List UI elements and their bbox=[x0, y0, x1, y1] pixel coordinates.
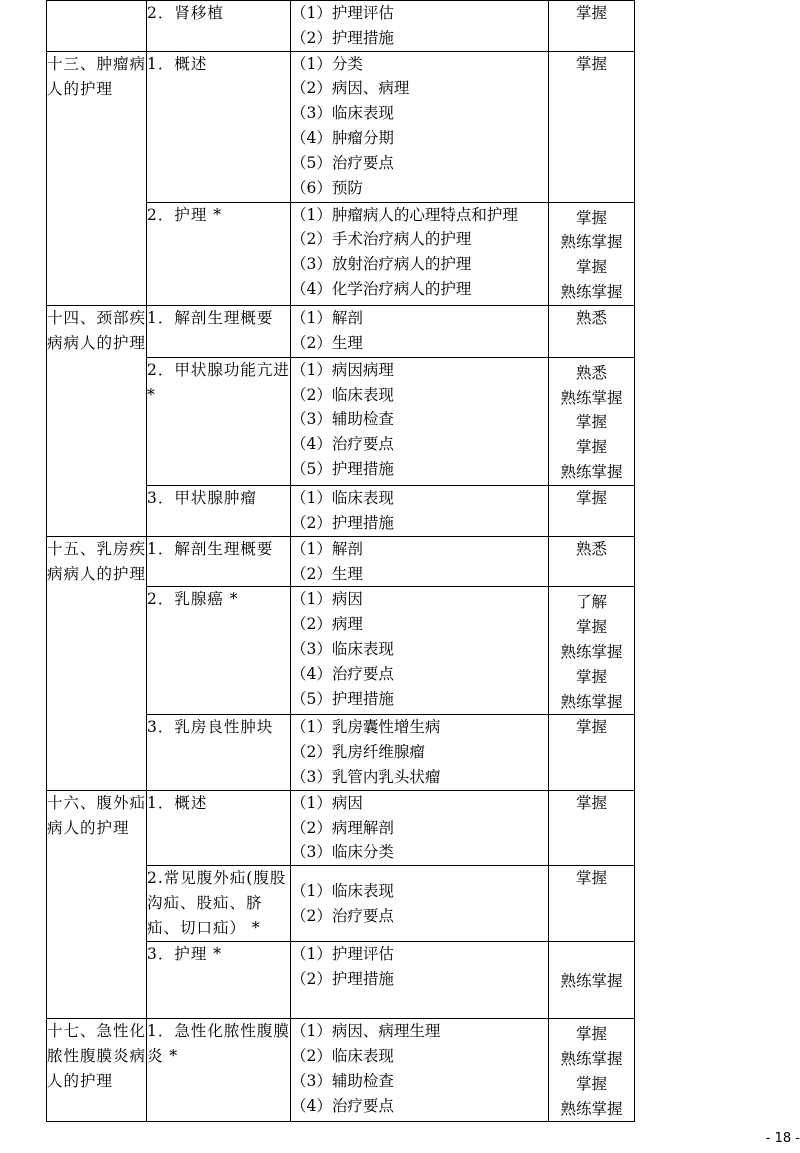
page-number: - 18 - bbox=[765, 1131, 800, 1146]
unit-cell: 十六、腹外疝病人的护理 bbox=[47, 790, 147, 1018]
list-item: （2）病理 bbox=[291, 615, 363, 634]
topic-cell: 2．护理 * bbox=[147, 202, 291, 305]
requirement-level: 掌握 bbox=[575, 1025, 607, 1044]
list-item: （1）临床表现 bbox=[291, 881, 394, 900]
list-item: （1）病因、病理生理 bbox=[291, 1022, 441, 1041]
table-row bbox=[47, 51, 635, 202]
requirement-level: 熟悉 bbox=[575, 363, 607, 382]
items-cell bbox=[291, 790, 549, 865]
list-item: （4）肿瘤分期 bbox=[291, 128, 394, 147]
list-item: （1）分类 bbox=[291, 54, 363, 73]
requirement-cell bbox=[549, 51, 635, 202]
list-item: （1）临床表现 bbox=[291, 488, 394, 507]
requirement-level: 掌握 bbox=[575, 208, 607, 227]
list-item: （2）护理措施 bbox=[291, 513, 394, 532]
topic-cell: 1．解剖生理概要 bbox=[147, 536, 291, 587]
items-cell bbox=[291, 202, 549, 305]
topic-cell: 1．概述 bbox=[147, 51, 291, 202]
unit-cell: 十五、乳房疾病病人的护理 bbox=[47, 536, 147, 790]
topic-cell: 2．乳腺癌 * bbox=[147, 587, 291, 715]
requirement-cell bbox=[549, 1, 635, 52]
list-item: （5）护理措施 bbox=[291, 689, 394, 708]
items-cell bbox=[291, 357, 549, 485]
requirement-level: 了解 bbox=[575, 593, 607, 612]
table-row bbox=[47, 790, 635, 865]
list-item: （3）临床表现 bbox=[291, 104, 394, 123]
topic-cell: 3．乳房良性肿块 bbox=[147, 715, 291, 790]
list-item: （2）护理措施 bbox=[291, 28, 394, 47]
list-item: （3）临床分类 bbox=[291, 843, 394, 862]
list-item: （2）临床表现 bbox=[291, 1046, 394, 1065]
syllabus-table bbox=[46, 0, 635, 1122]
requirement-level: 熟练掌握 bbox=[560, 462, 623, 481]
requirement-level: 熟练掌握 bbox=[560, 972, 623, 991]
unit-cell bbox=[47, 1, 147, 52]
list-item: （3）辅助检查 bbox=[291, 1071, 394, 1090]
topic-cell: 2．肾移植 bbox=[147, 1, 291, 52]
requirement-level: 掌握 bbox=[575, 4, 607, 22]
requirement-cell bbox=[549, 357, 635, 485]
requirement-level: 掌握 bbox=[575, 718, 607, 737]
requirement-cell bbox=[549, 587, 635, 715]
requirement-level: 掌握 bbox=[575, 413, 607, 432]
list-item: （4）治疗要点 bbox=[291, 435, 394, 454]
items-cell bbox=[291, 305, 549, 357]
requirement-level: 掌握 bbox=[575, 793, 607, 812]
unit-cell: 十三、肿瘤病人的护理 bbox=[47, 51, 147, 305]
requirement-level: 熟练掌握 bbox=[560, 388, 623, 407]
items-cell bbox=[291, 51, 549, 202]
list-item: （2）病理解剖 bbox=[291, 818, 394, 837]
requirement-level: 掌握 bbox=[575, 54, 607, 73]
list-item: （2）生理 bbox=[291, 564, 363, 583]
requirement-cell bbox=[549, 1019, 635, 1122]
table-row bbox=[47, 1, 635, 52]
items-cell bbox=[291, 942, 549, 1019]
list-item: （5）护理措施 bbox=[291, 459, 394, 478]
list-item: （2）临床表现 bbox=[291, 385, 394, 404]
list-item: （1）肿瘤病人的心理特点和护理 bbox=[291, 205, 518, 224]
list-item: （4）治疗要点 bbox=[291, 1096, 394, 1115]
requirement-level: 掌握 bbox=[575, 667, 607, 686]
list-item: （3）乳管内乳头状瘤 bbox=[291, 767, 441, 786]
topic-cell: 1．急性化脓性腹膜炎 * bbox=[147, 1019, 291, 1122]
list-item: （1）乳房囊性增生病 bbox=[291, 718, 441, 737]
list-item: （2）手术治疗病人的护理 bbox=[291, 230, 472, 249]
topic-cell: 2．甲状腺功能亢进 * bbox=[147, 357, 291, 485]
unit-cell: 十四、颈部疾病病人的护理 bbox=[47, 305, 147, 536]
topic-cell: 3．护理 * bbox=[147, 942, 291, 1019]
unit-cell: 十七、急性化脓性腹膜炎病人的护理 bbox=[47, 1019, 147, 1122]
requirement-level: 熟练掌握 bbox=[560, 1049, 623, 1068]
requirement-level: 熟练掌握 bbox=[560, 282, 623, 301]
items-cell bbox=[291, 715, 549, 790]
table-row bbox=[47, 305, 635, 357]
table-row bbox=[47, 536, 635, 587]
list-item: （2）护理措施 bbox=[291, 969, 394, 988]
topic-cell: 1．解剖生理概要 bbox=[147, 305, 291, 357]
requirement-cell bbox=[549, 485, 635, 536]
requirement-cell bbox=[549, 715, 635, 790]
list-item: （1）病因 bbox=[291, 590, 363, 609]
requirement-level: 熟练掌握 bbox=[560, 233, 623, 252]
list-item: （2）治疗要点 bbox=[291, 906, 394, 925]
requirement-level: 掌握 bbox=[575, 869, 607, 888]
items-cell bbox=[291, 587, 549, 715]
topic-cell: 1．概述 bbox=[147, 790, 291, 865]
list-item: （1）病因 bbox=[291, 793, 363, 812]
requirement-level: 掌握 bbox=[575, 258, 607, 277]
list-item: （3）放射治疗病人的护理 bbox=[291, 255, 472, 274]
requirement-cell bbox=[549, 536, 635, 587]
requirement-cell bbox=[549, 790, 635, 865]
requirement-cell bbox=[549, 942, 635, 1019]
list-item: （1）解剖 bbox=[291, 539, 363, 558]
requirement-level: 掌握 bbox=[575, 1074, 607, 1093]
requirement-cell bbox=[549, 202, 635, 305]
items-cell bbox=[291, 536, 549, 587]
requirement-level: 熟练掌握 bbox=[560, 1099, 623, 1118]
list-item: （1）护理评估 bbox=[291, 4, 394, 22]
table-row bbox=[47, 1019, 635, 1122]
requirement-level: 熟练掌握 bbox=[560, 692, 623, 711]
items-cell bbox=[291, 866, 549, 942]
list-item: （6）预防 bbox=[291, 178, 363, 197]
requirement-level: 熟悉 bbox=[575, 539, 607, 558]
requirement-level: 掌握 bbox=[575, 488, 607, 507]
requirement-cell bbox=[549, 305, 635, 357]
topic-cell: 3．甲状腺肿瘤 bbox=[147, 485, 291, 536]
list-item: （3）辅助检查 bbox=[291, 410, 394, 429]
requirement-level: 熟悉 bbox=[575, 308, 607, 327]
list-item: （4）化学治疗病人的护理 bbox=[291, 279, 472, 298]
list-item: （2）生理 bbox=[291, 333, 363, 352]
list-item: （1）护理评估 bbox=[291, 945, 394, 964]
topic-cell: 2.常见腹外疝(腹股沟疝、股疝、脐疝、切口疝） * bbox=[147, 866, 291, 942]
items-cell bbox=[291, 1019, 549, 1122]
list-item: （4）治疗要点 bbox=[291, 664, 394, 683]
list-item: （2）乳房纤维腺瘤 bbox=[291, 743, 425, 762]
list-item: （3）临床表现 bbox=[291, 639, 394, 658]
list-item: （1）解剖 bbox=[291, 308, 363, 327]
list-item: （1）病因病理 bbox=[291, 360, 394, 379]
requirement-level: 掌握 bbox=[575, 618, 607, 637]
requirement-level: 熟练掌握 bbox=[560, 642, 623, 661]
requirement-cell bbox=[549, 866, 635, 942]
items-cell bbox=[291, 1, 549, 52]
list-item: （5）治疗要点 bbox=[291, 153, 394, 172]
list-item: （2）病因、病理 bbox=[291, 79, 410, 98]
items-cell bbox=[291, 485, 549, 536]
requirement-level: 掌握 bbox=[575, 438, 607, 457]
